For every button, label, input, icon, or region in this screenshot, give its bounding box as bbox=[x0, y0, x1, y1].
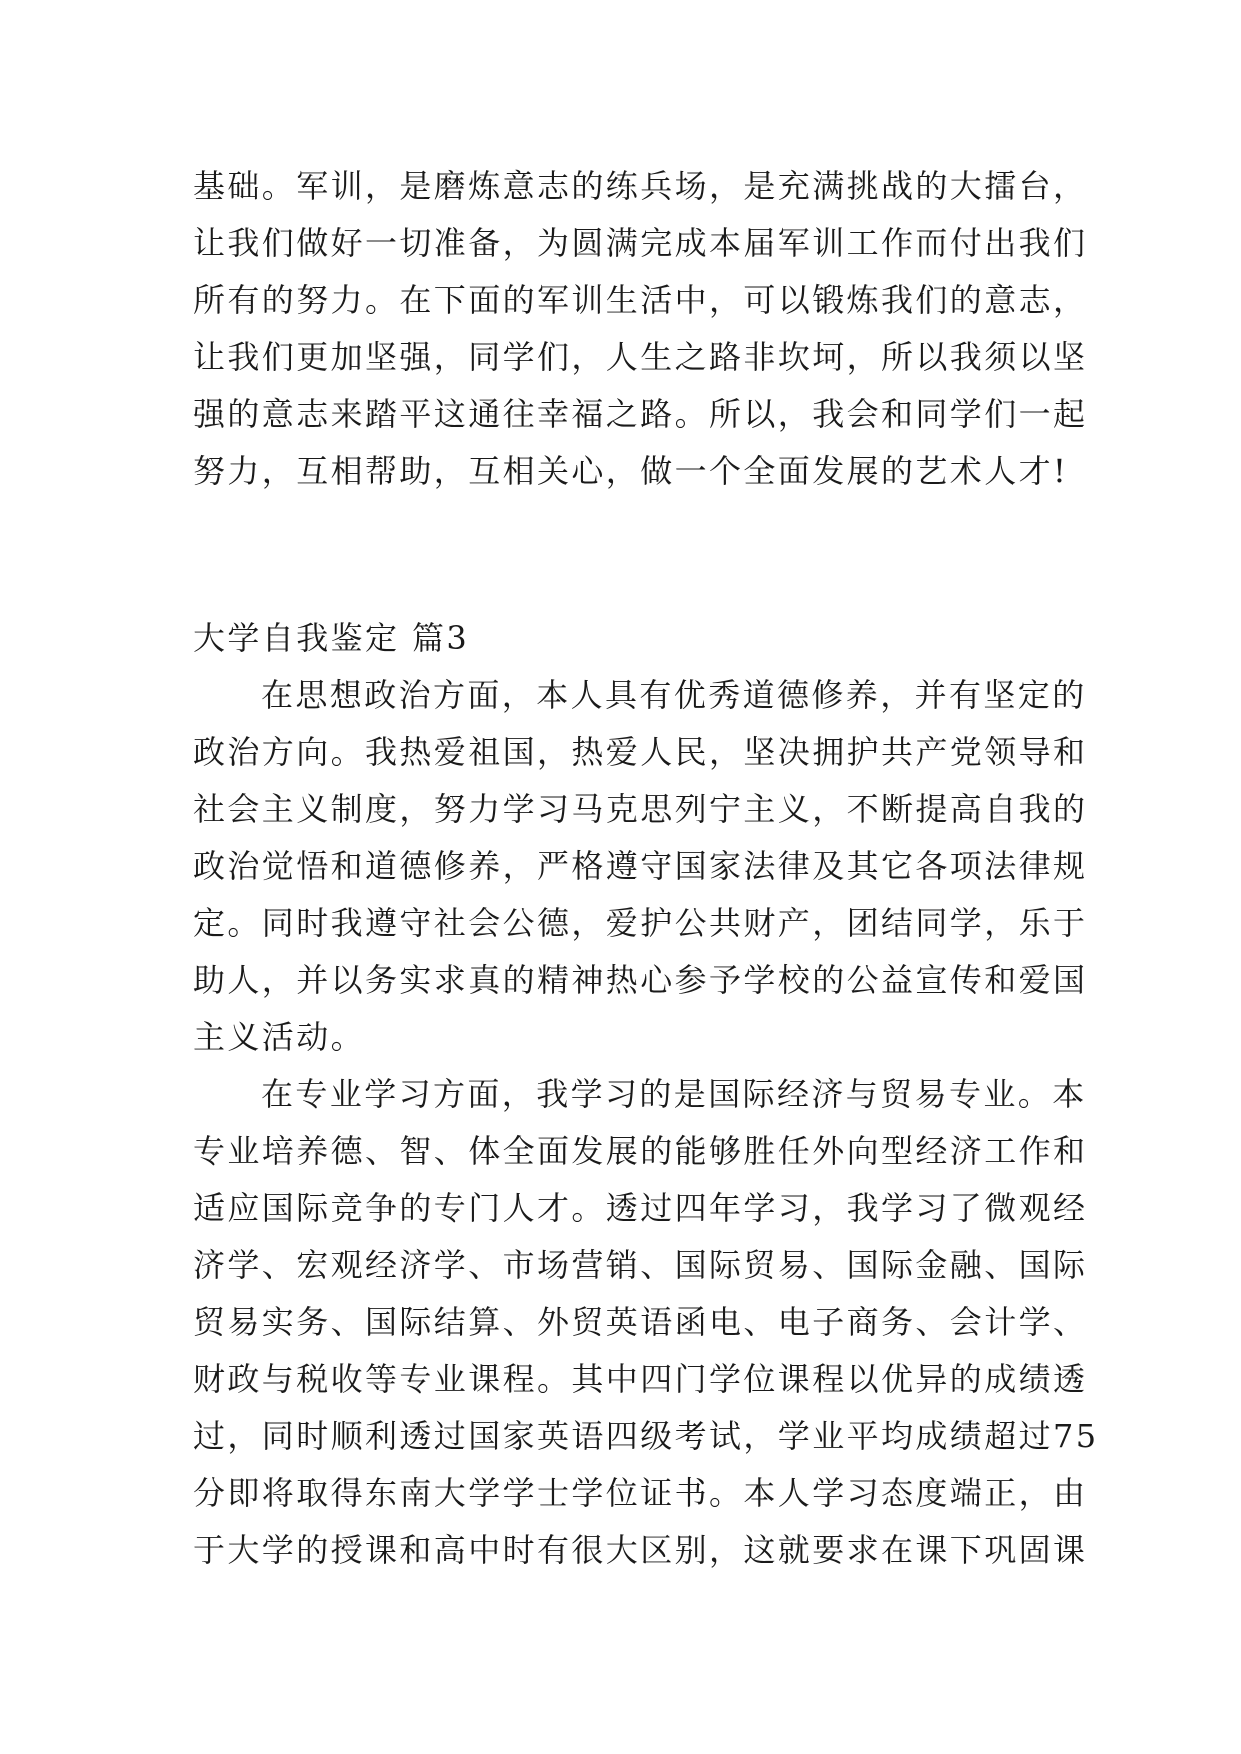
text-line: 社会主义制度，努力学习马克思列宁主义，不断提高自我的 bbox=[193, 790, 1088, 828]
text-line: 于大学的授课和高中时有很大区别，这就要求在课下巩固课 bbox=[193, 1531, 1088, 1569]
text-line: 主义活动。 bbox=[193, 1018, 366, 1056]
section-heading: 大学自我鉴定 篇3 bbox=[193, 619, 470, 657]
text-line: 努力，互相帮助，互相关心，做一个全面发展的艺术人才! bbox=[193, 452, 1069, 490]
text-line: 强的意志来踏平这通往幸福之路。所以，我会和同学们一起 bbox=[193, 395, 1088, 433]
text-line: 过，同时顺利透过国家英语四级考试，学业平均成绩超过75 bbox=[193, 1417, 1099, 1455]
text-line: 让我们更加坚强，同学们，人生之路非坎坷，所以我须以坚 bbox=[193, 338, 1088, 376]
text-line: 所有的努力。在下面的军训生活中，可以锻炼我们的意志， bbox=[193, 281, 1088, 319]
text-line: 财政与税收等专业课程。其中四门学位课程以优异的成绩透 bbox=[193, 1360, 1088, 1398]
text-line: 在思想政治方面，本人具有优秀道德修养，并有坚定的 bbox=[261, 676, 1087, 714]
document-body bbox=[193, 158, 1099, 1579]
text-line: 分即将取得东南大学学士学位证书。本人学习态度端正，由 bbox=[193, 1474, 1088, 1512]
text-line: 定。同时我遵守社会公德，爱护公共财产，团结同学，乐于 bbox=[193, 904, 1088, 942]
text-line: 贸易实务、国际结算、外贸英语函电、电子商务、会计学、 bbox=[193, 1303, 1088, 1341]
text-line: 济学、宏观经济学、市场营销、国际贸易、国际金融、国际 bbox=[193, 1246, 1088, 1284]
text-line: 政治觉悟和道德修养，严格遵守国家法律及其它各项法律规 bbox=[193, 847, 1088, 885]
paragraph-military-training bbox=[193, 158, 1088, 500]
paragraph-gap bbox=[193, 500, 1073, 610]
text-line: 基础。军训，是磨炼意志的练兵场，是充满挑战的大擂台， bbox=[193, 167, 1088, 205]
text-line: 适应国际竞争的专门人才。透过四年学习，我学习了微观经 bbox=[193, 1189, 1088, 1227]
paragraph-political bbox=[193, 667, 1088, 1066]
text-line: 让我们做好一切准备，为圆满完成本届军训工作而付出我们 bbox=[193, 224, 1088, 262]
text-line: 在专业学习方面，我学习的是国际经济与贸易专业。本 bbox=[261, 1075, 1087, 1113]
paragraph-study bbox=[193, 1066, 1099, 1579]
text-line: 专业培养德、智、体全面发展的能够胜任外向型经济工作和 bbox=[193, 1132, 1088, 1170]
text-line: 助人，并以务实求真的精神热心参予学校的公益宣传和爱国 bbox=[193, 961, 1088, 999]
text-line: 政治方向。我热爱祖国，热爱人民，坚决拥护共产党领导和 bbox=[193, 733, 1088, 771]
